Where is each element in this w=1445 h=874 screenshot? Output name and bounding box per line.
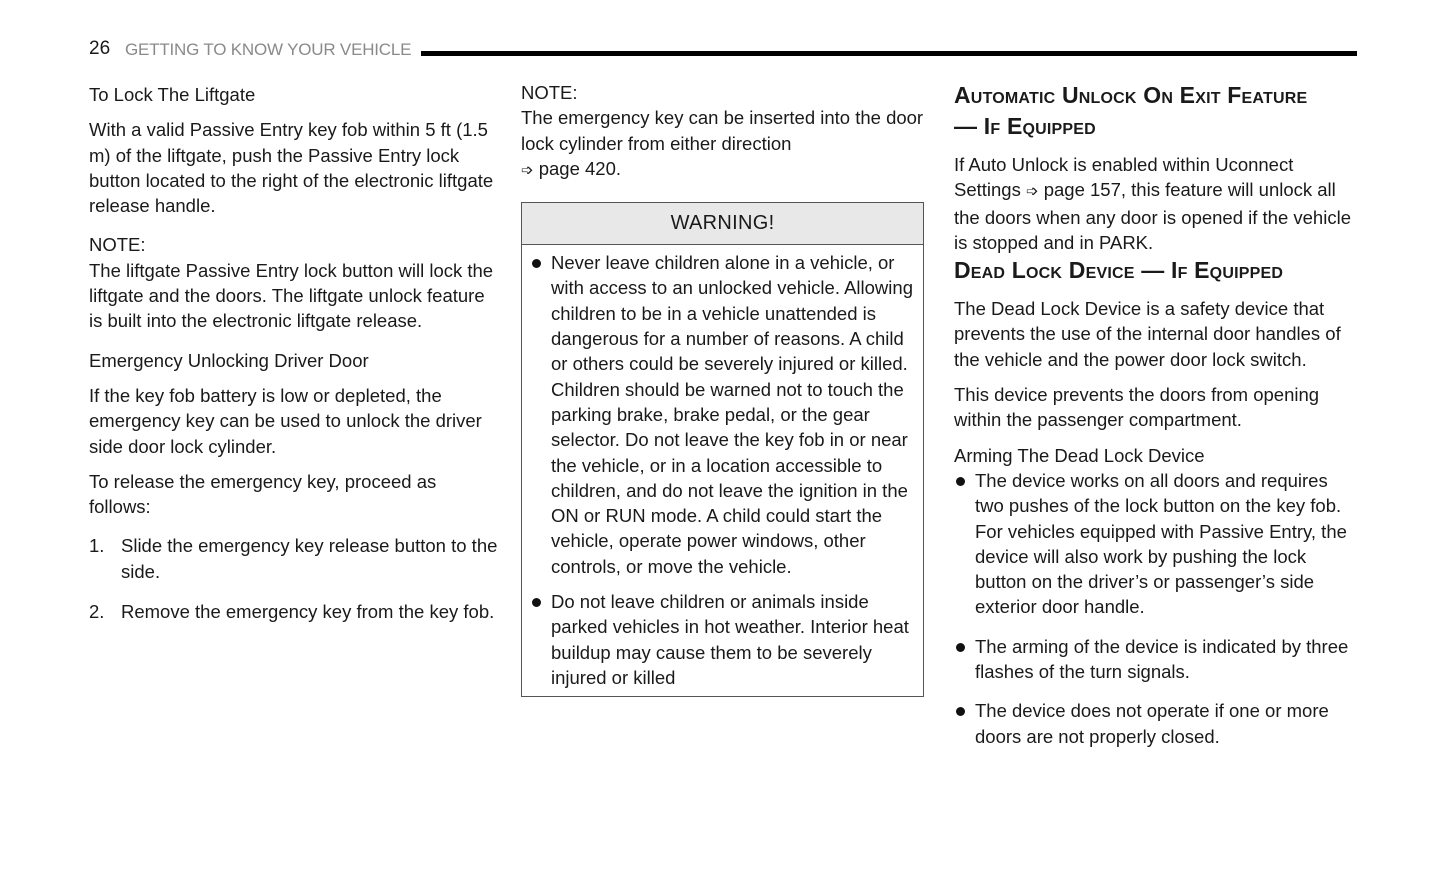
warning-item-text: Never leave children alone in a vehicle, or with access to an unlocked vehicle. Allowing children to be in a vehicle unattended is dangerous for a number of reasons. A child or others could be severely injured or killed. Children should be warned not to touch the parking brake, brake pedal, or the gear selector. Do not leave the key fob in or near the vehicle, or in a location accessible to children, and do not leave the ignition in the ON or RUN mode. A child could start the vehicle, operate power windows, other controls, or move the vehicle. bbox=[551, 252, 913, 577]
arrow-icon: ➩ bbox=[521, 161, 534, 179]
column-right bbox=[954, 80, 1359, 763]
warning-list bbox=[530, 250, 913, 690]
arming-item-text: The device does not operate if one or more doors are not properly closed. bbox=[975, 700, 1329, 747]
bullet-icon bbox=[956, 707, 965, 716]
dead-lock-heading-text: Dead Lock Device — If Equipped bbox=[954, 257, 1284, 284]
dead-lock-text-2: This device prevents the doors from opening within the passenger compartment. bbox=[954, 384, 1320, 431]
page-number: 26 bbox=[89, 38, 111, 59]
auto-unlock-text-start: If Auto Unlock is enabled within Uconnect Settings bbox=[954, 154, 1294, 201]
list-item bbox=[954, 634, 1359, 685]
list-item bbox=[89, 533, 499, 584]
warning-box bbox=[521, 202, 924, 697]
dead-lock-text: The Dead Lock Device is a safety device that prevents the use of the internal door handles of the vehicle and the power door lock switch. bbox=[954, 298, 1341, 370]
note-text bbox=[521, 105, 924, 183]
auto-unlock-text-end: page 157, this feature will unlock all the doors when any door is opened if the vehicle is stopped and in PARK. bbox=[954, 179, 1351, 253]
note-label: NOTE: bbox=[521, 82, 578, 103]
warning-body bbox=[522, 245, 923, 696]
section-title: GETTING TO KNOW YOUR VEHICLE bbox=[125, 40, 412, 59]
emergency-text: If the key fob battery is low or depleted, the emergency key can be used to unlock the driver side door lock cylinder. bbox=[89, 384, 482, 457]
header-rule bbox=[421, 51, 1357, 56]
page-reference-link[interactable]: page 420. bbox=[538, 157, 622, 179]
list-item bbox=[954, 468, 1359, 620]
auto-unlock-heading-line2: — If Equipped bbox=[954, 113, 1096, 139]
release-intro: To release the emergency key, proceed as follows: bbox=[89, 470, 437, 518]
list-item bbox=[954, 698, 1359, 749]
arming-list bbox=[954, 468, 1359, 749]
note-text: The liftgate Passive Entry lock button will lock the liftgate and the doors. The liftgate unlock feature is built into the electronic liftgate release. bbox=[89, 259, 494, 332]
step-text: Remove the emergency key from the key fob. bbox=[121, 601, 495, 623]
note-body: The emergency key can be inserted into the door lock cylinder from either direction bbox=[521, 107, 924, 154]
list-item bbox=[89, 599, 499, 624]
auto-unlock-heading bbox=[954, 80, 1359, 142]
lock-liftgate-heading: To Lock The Liftgate bbox=[89, 84, 256, 105]
list-item bbox=[530, 250, 913, 579]
arming-item-text: The arming of the device is indicated by three flashes of the turn signals. bbox=[975, 635, 1349, 683]
dead-lock-heading bbox=[954, 255, 1359, 286]
list-item bbox=[530, 589, 913, 690]
page-header bbox=[89, 38, 1357, 64]
step-text: Slide the emergency key release button to the side. bbox=[121, 535, 498, 582]
bullet-icon bbox=[532, 598, 541, 607]
arrow-icon: ➩ bbox=[1026, 183, 1039, 201]
column-left bbox=[89, 80, 499, 639]
emergency-heading: Emergency Unlocking Driver Door bbox=[89, 349, 369, 371]
warning-item-text: Do not leave children or animals inside parked vehicles in hot weather. Interior heat buildup may cause them to be severely injured or killed bbox=[551, 591, 909, 688]
arming-item-text: The device works on all doors and requires two pushes of the lock button on the key fob. For vehicles equipped with Passive Entry, the device will also work by pushing the lock button on the driver’s or passenger’s side exterior door handle. bbox=[975, 469, 1347, 618]
column-middle bbox=[521, 80, 924, 697]
release-steps bbox=[89, 533, 499, 624]
bullet-icon bbox=[956, 643, 965, 652]
lock-liftgate-text: With a valid Passive Entry key fob within 5 ft (1.5 m) of the liftgate, push the Passive Entry lock button located to the right of the electronic liftgate release handle. bbox=[89, 119, 494, 217]
bullet-icon bbox=[532, 259, 541, 268]
bullet-icon bbox=[956, 477, 965, 486]
auto-unlock-heading-line1: Automatic Unlock On Exit Feature bbox=[954, 82, 1308, 108]
step-number: 2. bbox=[89, 601, 105, 623]
warning-title: WARNING! bbox=[522, 203, 923, 245]
step-number: 1. bbox=[89, 535, 105, 557]
note-label: NOTE: bbox=[89, 234, 146, 256]
arming-heading: Arming The Dead Lock Device bbox=[954, 444, 1205, 466]
auto-unlock-text bbox=[954, 152, 1359, 255]
